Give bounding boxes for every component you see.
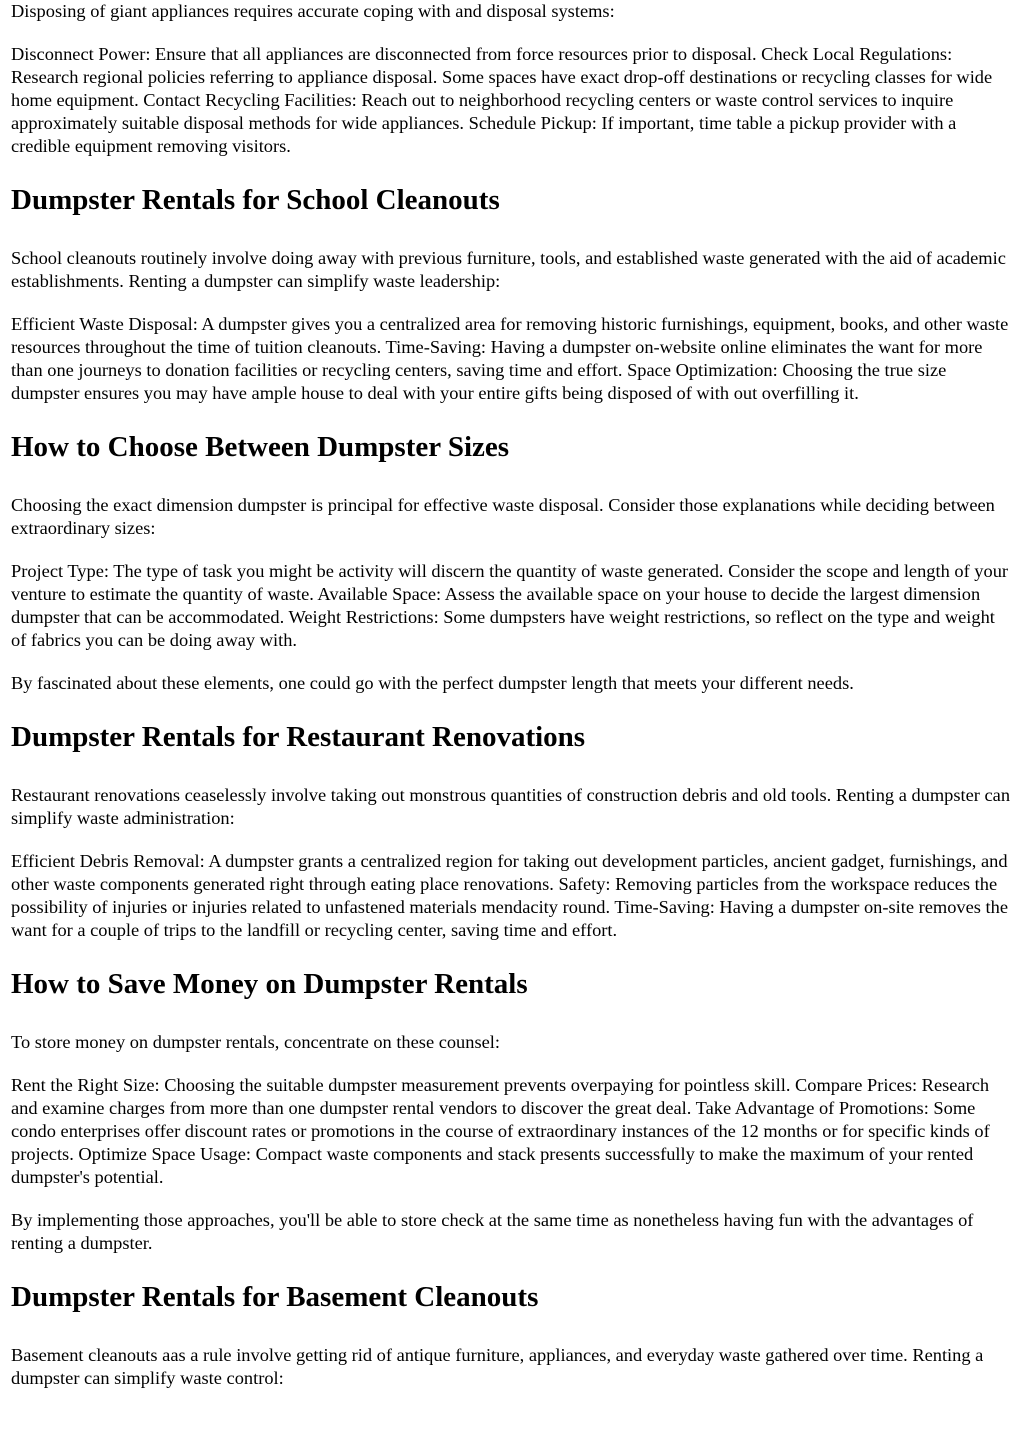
school-cleanouts-intro: School cleanouts routinely involve doing away with previous furniture, tools, and established waste generated with the aid of academic establishments. Renting a dumpster can simplify waste leadership: bbox=[11, 248, 1006, 291]
basement-cleanouts-intro: Basement cleanouts aas a rule involve getting rid of antique furniture, appliances, and everyday waste gathered over time. Renting a dumpster can simplify waste control: bbox=[11, 1345, 984, 1388]
appliance-disposal-paragraph: Disconnect Power: Ensure that all appliances are disconnected from force resources prior to disposal. Check Local Regulations: Research regional policies referring to appliance disposal. Some spaces have exact drop-off destinations or recycling classes for wide home equipment. Contact Recycling Facilities: Reach out to neighborhood recycling centers or waste control services to inquire approximately suitable disposal methods for wide appliances. Schedule Pickup: If important, time table a pickup provider with a credible equipment removing visitors. bbox=[11, 44, 993, 156]
save-money-details: Rent the Right Size: Choosing the suitable dumpster measurement prevents overpaying for pointless skill. Compare Prices: Research and examine charges from more than one dumpster rental vendors to discover the great deal. Take Advantage of Promotions: Some condo enterprises offer discount rates or promotions in the course of extraordinary instances of the 12 months or for specific kinds of projects. Optimize Space Usage: Compact waste components and stack presents successfully to make the maximum of your rented dumpster's potential. bbox=[11, 1075, 990, 1187]
dumpster-sizes-conclusion: By fascinated about these elements, one could go with the perfect dumpster length that meets your different needs. bbox=[11, 673, 854, 693]
section-heading-restaurant-renovations: Dumpster Rentals for Restaurant Renovations bbox=[11, 721, 586, 753]
intro-paragraph: Disposing of giant appliances requires accurate coping with and disposal systems: bbox=[11, 1, 615, 21]
section-heading-dumpster-sizes: How to Choose Between Dumpster Sizes bbox=[11, 431, 510, 463]
dumpster-sizes-details: Project Type: The type of task you might be activity will discern the quantity of waste generated. Consider the scope and length of your venture to estimate the quantity of waste. Available Space: Assess the available space on your house to decide the largest dimension dumpster that can be accommodated. Weight Restrictions: Some dumpsters have weight restrictions, so reflect on the type and weight of fabrics you can be doing away with. bbox=[11, 561, 1009, 650]
restaurant-renovations-intro: Restaurant renovations ceaselessly involve taking out monstrous quantities of construction debris and old tools. Renting a dumpster can simplify waste administration: bbox=[11, 785, 1011, 828]
section-heading-basement-cleanouts: Dumpster Rentals for Basement Cleanouts bbox=[11, 1281, 539, 1313]
dumpster-sizes-intro: Choosing the exact dimension dumpster is principal for effective waste disposal. Consider those explanations while deciding between extraordinary sizes: bbox=[11, 495, 995, 538]
school-cleanouts-details: Efficient Waste Disposal: A dumpster gives you a centralized area for removing historic furnishings, equipment, books, and other waste resources throughout the time of tuition cleanouts. Time-Saving: Having a dumpster on-website online eliminates the want for more than one journeys to donation facilities or recycling centers, saving time and effort. Space Optimization: Choosing the true size dumpster ensures you may have ample house to deal with your entire gifts being disposed of with out overfilling it. bbox=[11, 314, 1009, 403]
section-heading-school-cleanouts: Dumpster Rentals for School Cleanouts bbox=[11, 184, 500, 216]
section-heading-save-money: How to Save Money on Dumpster Rentals bbox=[11, 968, 528, 1000]
save-money-intro: To store money on dumpster rentals, concentrate on these counsel: bbox=[11, 1032, 500, 1052]
save-money-conclusion: By implementing those approaches, you'll be able to store check at the same time as nonetheless having fun with the advantages of renting a dumpster. bbox=[11, 1210, 974, 1253]
restaurant-renovations-details: Efficient Debris Removal: A dumpster grants a centralized region for taking out development particles, ancient gadget, furnishings, and other waste components generated right through eating place renovations. Safety: Removing particles from the workspace reduces the possibility of injuries or injuries related to unfastened materials mendacity round. Time-Saving: Having a dumpster on-site removes the want for a couple of trips to the landfill or recycling center, saving time and effort. bbox=[11, 851, 1008, 940]
